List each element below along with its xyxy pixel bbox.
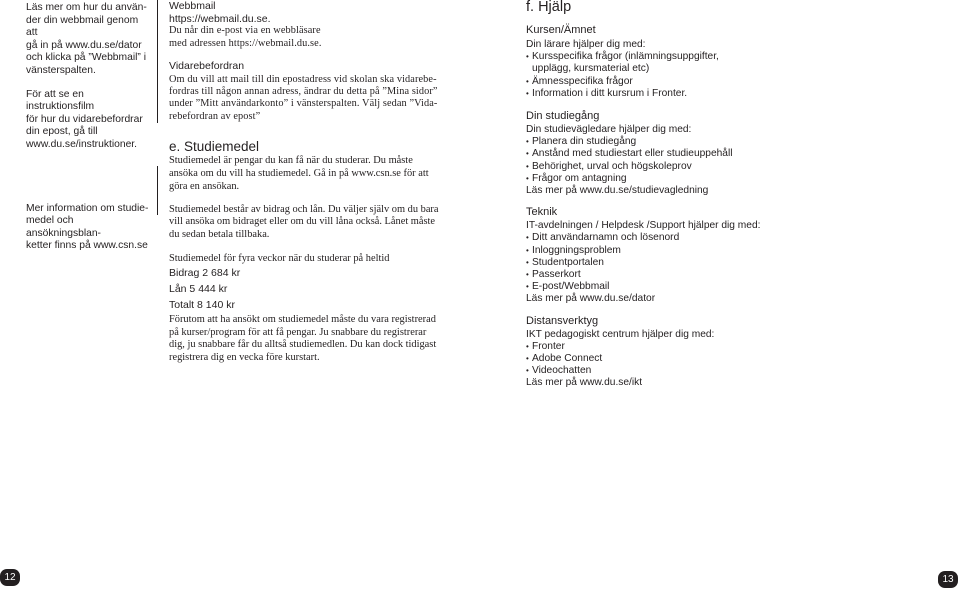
body-line: Studiemedel för fyra veckor när du studerar på heltid bbox=[169, 253, 390, 264]
webmail-note bbox=[26, 2, 150, 78]
list-item: • Kursspecifika frågor (inlämningsuppgifter, bbox=[526, 51, 786, 63]
bidrag-amount: Bidrag 2 684 kr bbox=[169, 266, 241, 279]
list-item: • Inloggningsproblem bbox=[526, 245, 786, 257]
list-item: • Frågor om antagning bbox=[526, 173, 786, 185]
body-line: ansöka om du vill ha studiemedel. Gå in på www.csn.se för att bbox=[169, 168, 429, 180]
body-line: Studiemedel består av bidrag och lån. Du väljer själv om du bara bbox=[169, 203, 439, 215]
body-line: dig, ju snabbare får du alltså studiemedlen. Du kan dock tidigast bbox=[169, 339, 437, 351]
list-item: • Adobe Connect bbox=[526, 353, 786, 365]
note-line: gå in på www.du.se/dator bbox=[26, 39, 142, 51]
page-number-left: 12 bbox=[0, 569, 20, 586]
body-line: Studiemedel är pengar du kan få när du studerar. Du måste bbox=[169, 155, 413, 167]
note-line: www.du.se/instruktioner. bbox=[26, 138, 138, 150]
forward-heading: Vidarebefordran bbox=[169, 60, 245, 72]
list-item: • Planera din studiegång bbox=[526, 136, 786, 148]
note-line: din epost, gå till bbox=[26, 126, 98, 138]
studiegang-link: Läs mer på www.du.se/studievagledning bbox=[526, 185, 709, 197]
help-column bbox=[526, 0, 786, 390]
sidebar-divider bbox=[157, 0, 158, 123]
list-item: • Information i ditt kursrum i Fronter. bbox=[526, 88, 786, 100]
teknik-heading: Teknik bbox=[526, 206, 558, 219]
note-line: vänsterspalten. bbox=[26, 64, 96, 76]
note-line: der din webbmail genom att bbox=[26, 14, 139, 39]
body-line: på kurser/program för att få pengar. Ju snabbare du registrerar bbox=[169, 326, 427, 338]
note-line: För att se en instruktionsfilm bbox=[26, 88, 95, 113]
body-line: fordras till någon annan adress, ändrar du detta på ”Mina sidor” bbox=[169, 86, 438, 97]
note-line: Mer information om studie- bbox=[26, 202, 149, 214]
list-item: • Behörighet, urval och högskoleprov bbox=[526, 161, 786, 173]
list-item: • Anstånd med studiestart eller studieuppehåll bbox=[526, 148, 786, 160]
list-item: upplägg, kursmaterial etc) bbox=[532, 63, 650, 75]
distans-heading: Distansverktyg bbox=[526, 314, 599, 327]
list-item: • Ditt användarnamn och lösenord bbox=[526, 232, 786, 244]
body-line: Om du vill att mail till din epostadress vid skolan ska vidarebe- bbox=[169, 73, 437, 85]
body-line: du sedan betala tillbaka. bbox=[169, 229, 270, 241]
note-line: Läs mer om hur du använ- bbox=[26, 2, 147, 13]
body-line: rebefordran av epost” bbox=[169, 110, 261, 122]
body-line: vill ansöka om bidraget eller om du vill låna också. Lånet måste bbox=[169, 216, 436, 228]
body-line: Du når din e-post via en webbläsare bbox=[169, 25, 321, 37]
body-line: med adressen https://webmail.du.se. bbox=[169, 37, 322, 49]
kursen-heading: Kursen/Ämnet bbox=[526, 24, 596, 36]
kursen-intro: Din lärare hjälper dig med: bbox=[526, 39, 646, 50]
page-number-right: 13 bbox=[938, 571, 958, 588]
list-item: • E-post/Webbmail bbox=[526, 281, 786, 293]
instruction-film-note bbox=[26, 89, 150, 152]
body-line: Förutom att ha ansökt om studiemedel måste du vara registrerad bbox=[169, 313, 436, 325]
section-f-heading: f. Hjälp bbox=[526, 0, 572, 15]
studiegang-intro: Din studievägledare hjälper dig med: bbox=[526, 124, 692, 136]
webbmail-heading: Webbmail bbox=[169, 0, 216, 12]
list-item: • Videochatten bbox=[526, 365, 786, 377]
main-column bbox=[169, 0, 441, 365]
section-e-heading: e. Studiemedel bbox=[169, 139, 260, 155]
studiegang-heading: Din studiegång bbox=[526, 110, 600, 123]
note-line: och klicka på ”Webbmail” i bbox=[26, 52, 146, 64]
teknik-link: Läs mer på www.du.se/dator bbox=[526, 293, 656, 305]
list-item: • Ämnesspecifika frågor bbox=[526, 76, 786, 88]
distans-intro: IKT pedagogiskt centrum hjälper dig med: bbox=[526, 328, 715, 340]
sidebar-divider bbox=[157, 166, 158, 215]
list-item: • Fronter bbox=[526, 341, 786, 353]
list-item: • Passerkort bbox=[526, 269, 786, 281]
distans-link: Läs mer på www.du.se/ikt bbox=[526, 377, 643, 389]
body-line: under ”Mitt användarkonto” i vänsterspalten. Välj sedan ”Vida- bbox=[169, 98, 438, 110]
list-item: • Studentportalen bbox=[526, 257, 786, 269]
note-line: medel och ansökningsblan- bbox=[26, 215, 101, 239]
total-amount: Totalt 8 140 kr bbox=[169, 298, 235, 311]
teknik-intro: IT-avdelningen / Helpdesk /Support hjälper dig med: bbox=[526, 220, 761, 232]
csn-note bbox=[26, 203, 150, 253]
lan-amount: Lån 5 444 kr bbox=[169, 282, 228, 295]
note-line: ketter finns på www.csn.se bbox=[26, 240, 148, 252]
body-line: göra en ansökan. bbox=[169, 180, 240, 192]
body-line: registrera dig en vecka före kurstart. bbox=[169, 352, 320, 364]
note-line: för hur du vidarebefordrar bbox=[26, 113, 143, 125]
webbmail-url: https://webmail.du.se. bbox=[169, 12, 271, 25]
sidebar-notes bbox=[26, 2, 150, 253]
